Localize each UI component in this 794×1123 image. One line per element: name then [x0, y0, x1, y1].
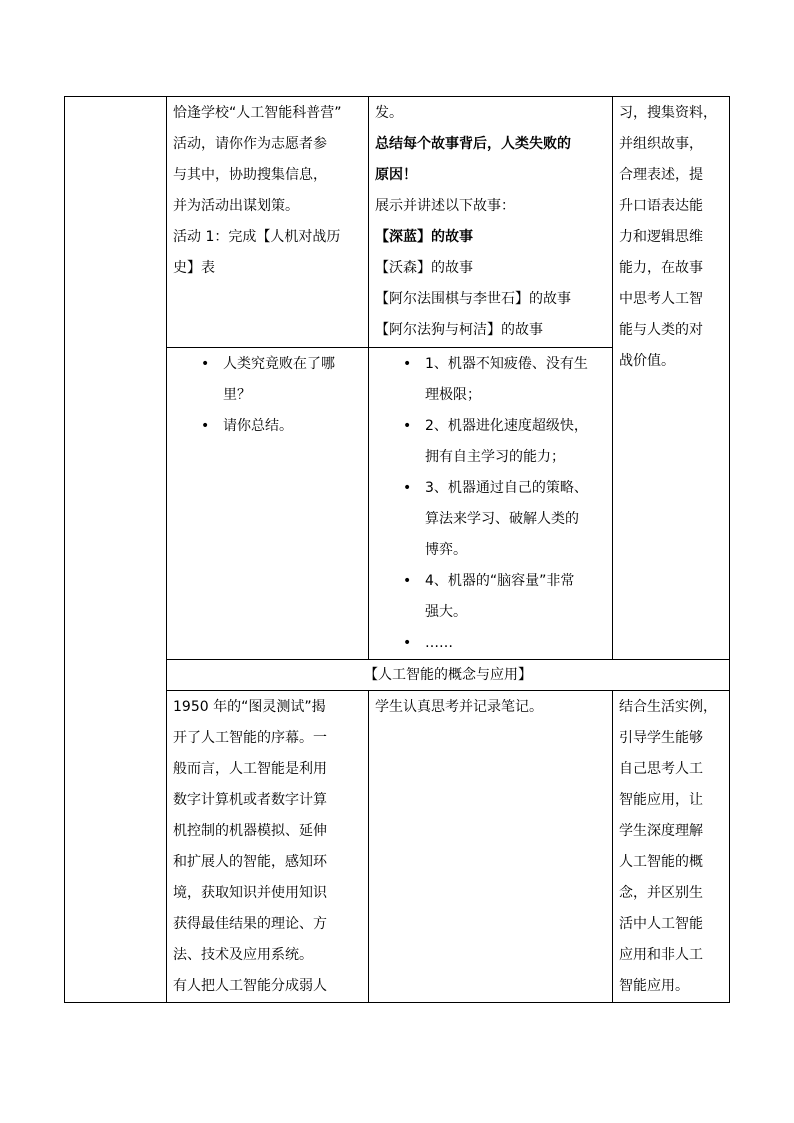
- text-line: 习，搜集资料，: [619, 105, 717, 121]
- bold-instruction: 原因！: [375, 167, 417, 183]
- text-line: 数字计算机或者数字计算: [173, 792, 327, 808]
- text-line: 战价值。: [619, 353, 675, 369]
- teacher-activity-cell: [167, 97, 369, 348]
- bold-instruction: 总结每个故事背后，人类失败的: [375, 136, 571, 152]
- bullet-icon: •: [201, 418, 210, 434]
- answer-list: [375, 349, 608, 659]
- answer-cell: [369, 348, 613, 660]
- text-line: 和扩展人的智能，感知环: [173, 854, 327, 870]
- bullet-icon: •: [403, 573, 412, 589]
- text-line: 引导学生能够: [619, 730, 703, 746]
- story-item: 【沃森】的故事: [375, 260, 473, 276]
- story-item: 【深蓝】的故事: [375, 229, 473, 245]
- bullet-icon: •: [403, 418, 412, 434]
- design-intent-cell: [613, 691, 730, 1003]
- text-line: 请你总结。: [223, 418, 293, 434]
- text-line: 博弈。: [425, 542, 467, 558]
- text-line: 应用和非人工: [619, 947, 703, 963]
- table-row: [65, 97, 730, 348]
- text-line: 升口语表达能: [619, 198, 703, 214]
- list-item: [173, 411, 364, 442]
- text-line: 中思考人工智: [619, 291, 703, 307]
- text-line: 1950 年的“图灵测试”揭: [173, 699, 326, 715]
- text-line: 1、机器不知疲倦、没有生: [425, 356, 588, 372]
- text-line: 开了人工智能的序幕。一: [173, 730, 327, 746]
- text-line: 恰逢学校“人工智能科普营”: [173, 105, 342, 121]
- question-list: [173, 349, 364, 442]
- text-line: 理极限；: [425, 387, 481, 403]
- bullet-icon: •: [201, 356, 210, 372]
- list-item: [375, 566, 608, 628]
- text-line: 史】表: [173, 260, 215, 276]
- text-line: 人工智能的概: [619, 854, 703, 870]
- text-line: 智能应用，让: [619, 792, 703, 808]
- list-item: [375, 628, 608, 659]
- text-line: 里？: [223, 387, 251, 403]
- text-line: 能力，在故事: [619, 260, 703, 276]
- story-item: 【阿尔法狗与柯洁】的故事: [375, 322, 543, 338]
- lesson-plan-table: [64, 96, 730, 1003]
- section-heading-cell: [167, 660, 730, 691]
- text-line: 并组织故事，: [619, 136, 703, 152]
- text-line: 强大。: [425, 604, 467, 620]
- text-line: 活动 1：完成【人机对战历: [173, 229, 341, 245]
- text-line: 算法来学习、破解人类的: [425, 511, 579, 527]
- text-line: 活中人工智能: [619, 916, 703, 932]
- question-cell: [167, 348, 369, 660]
- section-heading: 【人工智能的概念与应用】: [364, 667, 532, 683]
- text-line: 智能应用。: [619, 978, 689, 994]
- text-line: ……: [425, 635, 453, 651]
- text-line: 拥有自主学习的能力；: [425, 449, 565, 465]
- bullet-icon: •: [403, 635, 412, 651]
- bullet-icon: •: [403, 356, 412, 372]
- text-line: 自己思考人工: [619, 761, 703, 777]
- text-line: 发。: [375, 105, 403, 121]
- list-item: [375, 473, 608, 566]
- text-line: 境，获取知识并使用知识: [173, 885, 327, 901]
- text-line: 并为活动出谋划策。: [173, 198, 299, 214]
- text-line: 学生认真思考并记录笔记。: [375, 699, 543, 715]
- list-item: [173, 349, 364, 411]
- text-line: 学生深度理解: [619, 823, 703, 839]
- list-item: [375, 411, 608, 473]
- story-item: 【阿尔法围棋与李世石】的故事: [375, 291, 571, 307]
- text-line: 念，并区别生: [619, 885, 703, 901]
- text-line: 结合生活实例，: [619, 699, 717, 715]
- text-line: 活动，请你作为志愿者参: [173, 136, 327, 152]
- teacher-activity-cell: [167, 691, 369, 1003]
- text-line: 获得最佳结果的理论、方: [173, 916, 327, 932]
- text-line: 般而言，人工智能是利用: [173, 761, 327, 777]
- text-line: 有人把人工智能分成弱人: [173, 978, 327, 994]
- text-line: 能与人类的对: [619, 322, 703, 338]
- text-line: 法、技术及应用系统。: [173, 947, 313, 963]
- stage-column-cell: [65, 97, 167, 1003]
- text-line: 与其中，协助搜集信息，: [173, 167, 327, 183]
- student-activity-cell: [369, 691, 613, 1003]
- student-activity-cell: [369, 97, 613, 348]
- text-line: 机控制的机器模拟、延伸: [173, 823, 327, 839]
- list-item: [375, 349, 608, 411]
- bullet-icon: •: [403, 480, 412, 496]
- design-intent-cell: [613, 97, 730, 660]
- text-line: 4、机器的“脑容量”非常: [425, 573, 575, 589]
- text-line: 人类究竟败在了哪: [223, 356, 335, 372]
- text-line: 2、机器进化速度超级快，: [425, 418, 588, 434]
- text-line: 合理表述，提: [619, 167, 703, 183]
- text-line: 展示并讲述以下故事：: [375, 198, 515, 214]
- text-line: 力和逻辑思维: [619, 229, 703, 245]
- text-line: 3、机器通过自己的策略、: [425, 480, 588, 496]
